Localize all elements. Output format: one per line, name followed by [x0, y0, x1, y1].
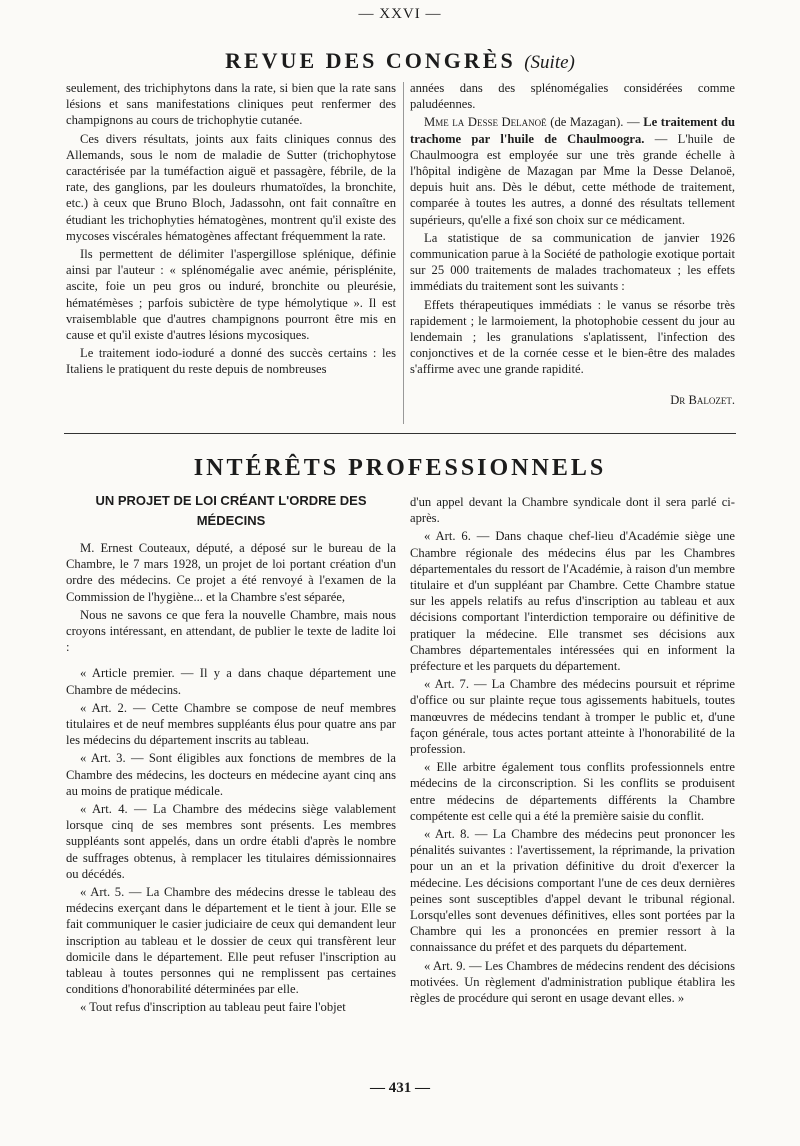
article-paragraph: « Elle arbitre également tous conflits professionnels entre médecins de la circonscription. Si les conflits se produisent entre médecins de départements différents la Chambre compétente est celle qui a été la première saisie du conflit.	[410, 760, 735, 823]
paragraph: M. Ernest Couteaux, député, a déposé sur le bureau de la Chambre, le 7 mars 1928, un projet de loi portant création d'un ordre des médecins. Ce projet a été renvoyé à l'examen de la Commission de l'hygiène... et la Chambre s'est séparée,	[66, 541, 396, 604]
author-name: Mme la Desse Delanoë	[424, 115, 547, 130]
paragraph: Ces divers résultats, joints aux faits cliniques connus des Allemands, sous le nom de maladie de Sutter (trichophytose caractérisée par la tuméfaction aiguë et passagère, fébrile, de la rate, des ganglions, par les douleurs rhumatoïdes, la bronchite, etc.) à ceux que Bruno Bloch, Jadassohn, ont fait connaître en étudiant les trichophyties hématogènes, montrent qu'il existe des mycoses viscérales hématogènes affectant fréquemment la rate.	[66, 131, 396, 243]
paragraph: seulement, des trichiphytons dans la rate, si bien que la rate sans lésions et sans manifestations cliniques peut renfermer des champignons au cours de trichophytie cutanée.	[66, 81, 396, 128]
revue-title-text: REVUE DES CONGRÈS	[225, 48, 516, 73]
article-paragraph: « Art. 6. — Dans chaque chef-lieu d'Académie siège une Chambre régionale des médecins élus par les Chambres départementales du ressort de l'Académie, à raison d'un membre titulaire et d'un suppléant par Chambre. Cette Chambre statue sur les appels relatifs au refus d'inscription au tableau et aux décisions comportant l'interdiction temporaire ou définitive de pratiquer la médecine. Elle transmet ses décisions aux Chambres départementales intéressées qui en informent la préfecture et les parquets du département.	[410, 529, 735, 674]
article-paragraph: « Art. 2. — Cette Chambre se compose de neuf membres titulaires et de neuf membres suppléants élus pour quatre ans par les médecins du département inscrits au tableau.	[66, 700, 396, 748]
interets-column-right	[410, 494, 735, 1064]
paragraph: d'un appel devant la Chambre syndicale dont il sera parlé ci-après.	[410, 495, 735, 526]
revue-title-suite: (Suite)	[524, 52, 575, 73]
article-paragraph: « Tout refus d'inscription au tableau peut faire l'objet	[80, 1000, 346, 1015]
section-rule	[64, 433, 736, 434]
article-paragraph: « Article premier. — Il y a dans chaque département une Chambre de médecins.	[66, 666, 396, 697]
paragraph: années dans des splénomégalies considérées comme paludéennes.	[410, 81, 735, 112]
section-title-revue	[0, 48, 800, 74]
revue-column-left	[66, 80, 396, 430]
roman-page-number: — XXVI —	[358, 6, 442, 22]
article-paragraph: « Art. 5. — La Chambre des médecins dresse le tableau des médecins exerçant dans le département et le tient à jour. Elle se fait communiquer le casier judiciaire de ceux qui demandent leur inscription au tableau et le dossier de ceux qui transfèrent leur domicile dans le département. Elle peut refuser l'inscription au tableau à toutes personnes qui ne remplissent pas certaines conditions d'honorabilité déterminées par elle.	[66, 885, 396, 997]
revue-column-right	[410, 80, 735, 430]
interets-column-left	[66, 540, 396, 1060]
paragraph: La statistique de sa communication de janvier 1926 communication parue à la Société de pathologie exotique portait sur 25 000 traitements de malades trachomateux ; les effets immédiats du traitement sont les suivants :	[410, 230, 735, 294]
section-title-interets: INTÉRÊTS PROFESSIONNELS	[193, 455, 607, 481]
paragraph: Ils permettent de délimiter l'aspergillose splénique, définie ainsi par l'auteur : « splénomégalie avec anémie, périsplénite, ascite, foie un peu gros ou induré, bronchite ou pleurésie, hématémèses ; parfois subictère de type hémolytique ». Il est vraisemblable que d'autres champignons pourront être mis en cause et qu'il existe d'autres lésions mycosiques.	[66, 247, 396, 343]
signature: Dr Balozet.	[670, 392, 735, 407]
paragraph: Le traitement iodo-ioduré a donné des succès certains : les Italiens le pratiquent du reste depuis de nombreuses	[66, 346, 396, 377]
paragraph: Effets thérapeutiques immédiats : le vanus se résorbe très rapidement ; le larmoiement, la photophobie cessent du jour au lendemain ; les granulations s'aplatissent, l'infection des conjonctives et de la cornée cesse et le bien-être des malades s'affirme avec une grande rapidité.	[410, 297, 735, 377]
page-number: — 431 —	[370, 1080, 430, 1096]
article-paragraph: « Art. 9. — Les Chambres de médecins rendent des décisions motivées. Un règlement d'administration publique établira les règles de procédure qui seront en usage devant elles. »	[410, 958, 735, 1006]
article-paragraph: « Art. 3. — Sont éligibles aux fonctions de membres de la Chambre des médecins, les docteurs en médecine ayant cinq ans au moins de pratique médicale.	[66, 751, 396, 798]
article-paragraph: « Art. 8. — La Chambre des médecins peut prononcer les pénalités suivantes : l'avertissement, la réprimande, la privation pour un an et la privation définitive du droit d'exercer la médecine. Les décisions comportant l'une de ces deux dernières peines sont susceptibles d'appel devant le tribunal régional. Lorsqu'elles sont devenues définitives, elles sont portées par la Chambre qui les a prononcées en premier ressort à la connaissance du préfet et des parquets du département.	[410, 827, 735, 955]
author-place: (de Mazagan). —	[550, 115, 640, 130]
column-divider	[403, 82, 404, 424]
communication-title: Le traitement du trachome par l'huile de Chaulmoogra.	[410, 115, 735, 146]
communication-text: — L'huile de Chaulmoogra est employée sur une très grande échelle à l'hôpital indigène de Mazagan par Mme la Desse Delanoë, depuis huit ans. Dès le début, cette méthode de traitement, comparée à toutes les autres, a donné des résultats tellement supérieurs, qu'elle a fixé son choix sur ce médicament.	[410, 131, 735, 227]
paragraph-delanoe	[410, 114, 735, 227]
article-paragraph: « Art. 4. — La Chambre des médecins siège valablement lorsque cinq de ses membres sont présents. Les membres suppléants sont appelés, dans un ordre établi d'après le nombre de suffrages obtenus, à remplacer les titulaires démissionnaires ou décédés.	[66, 802, 396, 881]
article-paragraph: « Art. 7. — La Chambre des médecins poursuit et réprime d'office ou sur plainte reçue tous agissements habituels, toutes manœuvres de médecins tendant à tromper le public et, d'une façon générale, tous actes portant atteinte à l'honorabilité de la profession.	[410, 677, 735, 757]
article-title: UN PROJET DE LOI CRÉANT L'ORDRE DES MÉDECINS	[95, 493, 367, 528]
paragraph: Nous ne savons ce que fera la nouvelle Chambre, mais nous croyons intéressant, en attendant, de publier le texte de ladite loi :	[66, 607, 396, 655]
